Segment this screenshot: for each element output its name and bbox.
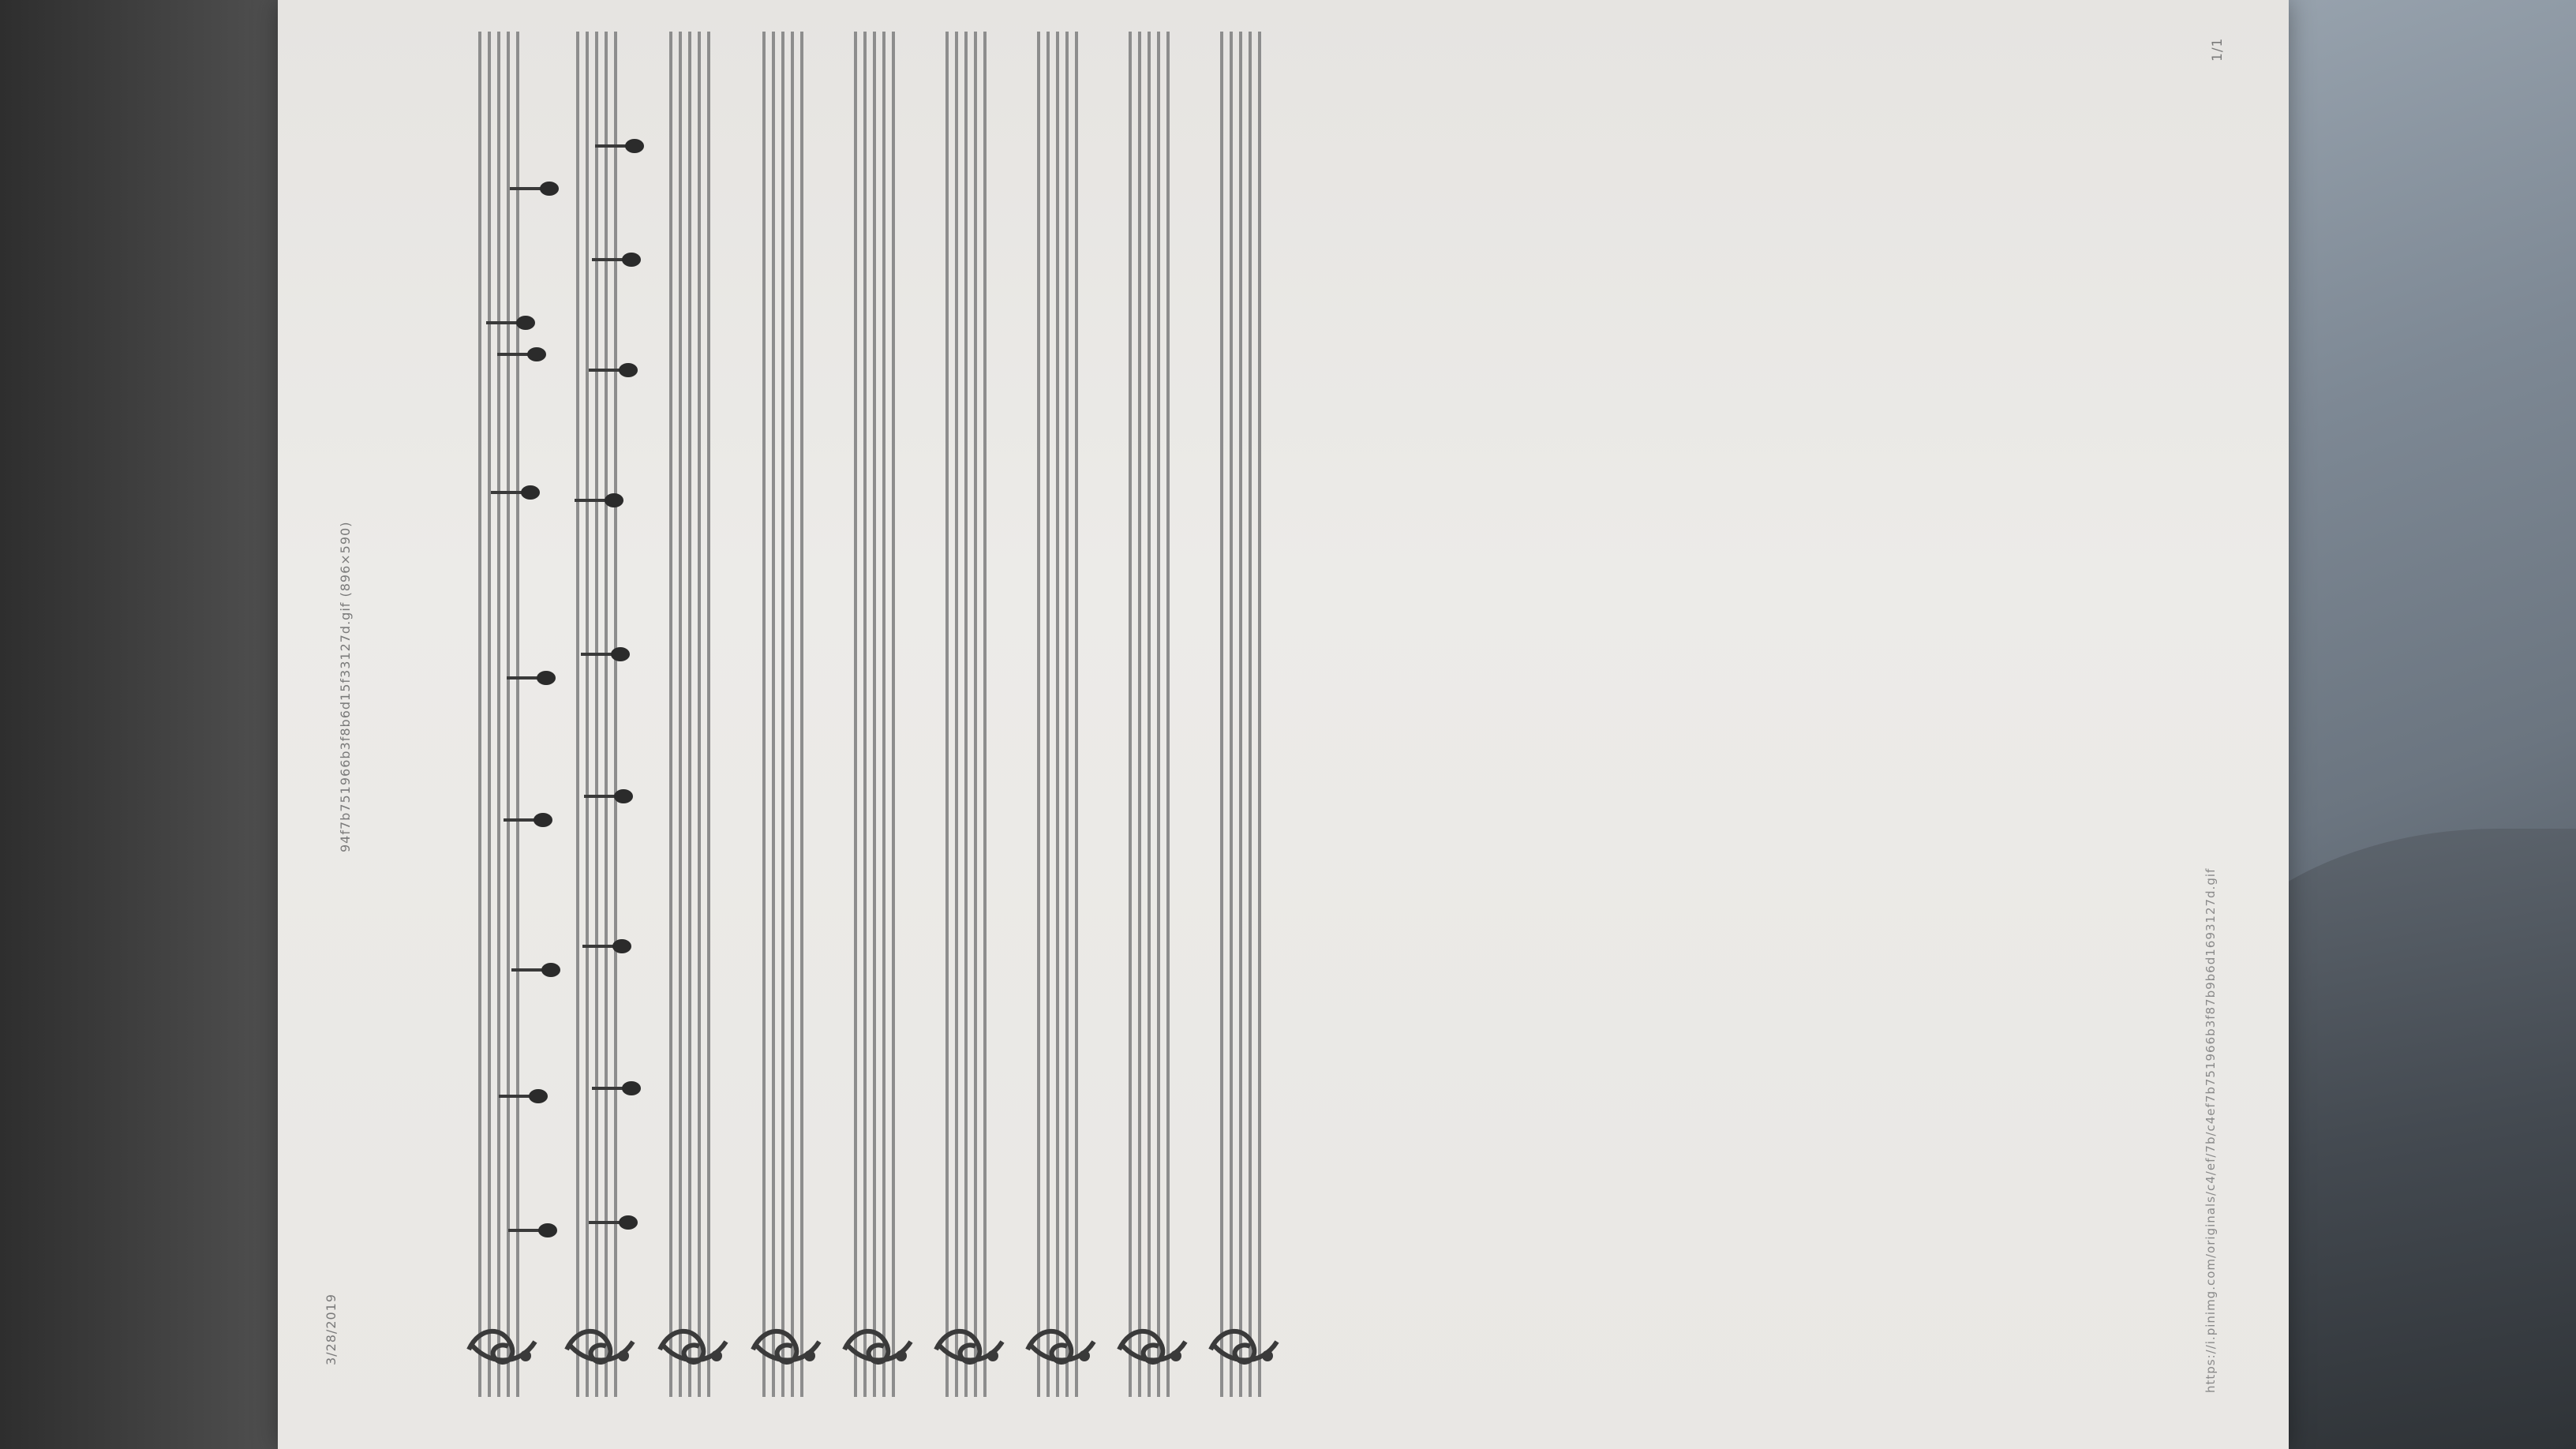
staff-line [854,32,857,1397]
staff-line [945,32,949,1397]
staff-line [1065,32,1069,1397]
treble-clef-icon [1114,1318,1190,1373]
staff-line [679,32,682,1397]
staff-line [688,32,691,1397]
staff-line [1056,32,1059,1397]
staff-line [1046,32,1050,1397]
staff-line [478,32,481,1397]
staff-line [1249,32,1252,1397]
staff-6 [945,32,993,1397]
staff-line [1220,32,1223,1397]
staff-1 [478,32,526,1397]
staff-line [614,32,617,1397]
note-head [614,789,633,803]
staff-5 [854,32,901,1397]
print-title: 94f7b751966b3f8b6d15f33127d.gif (896×590) [338,521,353,852]
staff-line [1166,32,1170,1397]
treble-clef-icon [748,1318,824,1373]
staff-4 [762,32,810,1397]
staff-line [1075,32,1078,1397]
note-head [541,963,560,977]
note-head [521,485,540,500]
staff-2 [576,32,623,1397]
note-head [605,493,623,507]
staff-line [964,32,968,1397]
treble-clef-icon [655,1318,731,1373]
staff-line [983,32,987,1397]
staff-line [1148,32,1151,1397]
staff-line [1037,32,1040,1397]
staff-line [497,32,500,1397]
staff-line [1129,32,1132,1397]
note-head [619,363,638,377]
note-head [622,1081,641,1095]
staff-line [955,32,958,1397]
note-head [527,347,546,361]
treble-clef-icon [1206,1318,1282,1373]
treble-clef-icon [464,1318,540,1373]
staff-line [772,32,775,1397]
staff-line [1258,32,1261,1397]
staff-line [800,32,803,1397]
treble-clef-icon [1023,1318,1099,1373]
staff-line [791,32,794,1397]
treble-clef-icon [840,1318,915,1373]
note-head [611,647,630,661]
music-sheet-paper [278,0,2289,1449]
staff-line [516,32,519,1397]
treble-clef-icon [562,1318,638,1373]
note-head [538,1223,557,1237]
print-url: https://i.pinimg.com/originals/c4/ef/7b/c4ef7b751966b3f87b9b6d1693127d.gif [2203,867,2218,1393]
staff-line [974,32,977,1397]
staff-line [507,32,510,1397]
staff-line [781,32,784,1397]
staff-line [1157,32,1160,1397]
staff-line [698,32,701,1397]
staff-line [892,32,895,1397]
note-head [529,1089,548,1103]
note-head [625,139,644,153]
staff-7 [1037,32,1084,1397]
note-head [516,316,535,330]
note-head [534,813,552,827]
staff-line [1230,32,1233,1397]
note-head [540,182,559,196]
note-head [622,253,641,267]
staff-line [1239,32,1242,1397]
note-head [612,939,631,953]
staff-line [595,32,598,1397]
print-date: 3/28/2019 [324,1293,339,1365]
staff-line [488,32,491,1397]
staff-line [605,32,608,1397]
staff-line [576,32,579,1397]
staff-9 [1220,32,1267,1397]
staff-line [707,32,710,1397]
note-head [619,1215,638,1230]
staff-line [762,32,766,1397]
staff-line [586,32,589,1397]
staff-line [873,32,876,1397]
staff-line [863,32,867,1397]
staff-line [669,32,672,1397]
note-head [537,671,556,685]
staff-8 [1129,32,1176,1397]
staff-3 [669,32,717,1397]
staff-line [1138,32,1141,1397]
staff-line [882,32,886,1397]
treble-clef-icon [931,1318,1007,1373]
page-number: 1/1 [2210,37,2226,62]
desk-background [0,0,284,1449]
